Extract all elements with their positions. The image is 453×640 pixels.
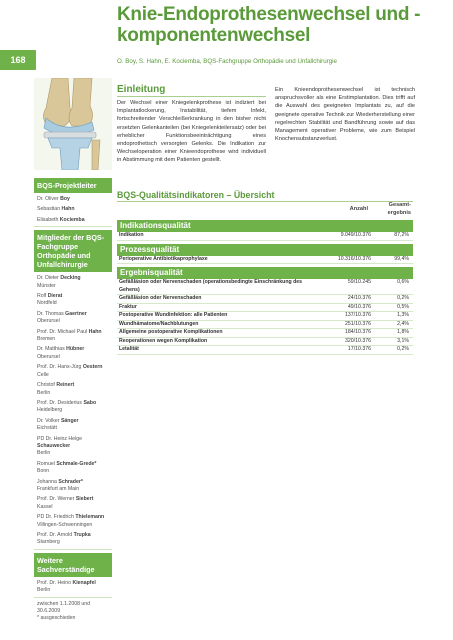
person-entry [34, 214, 112, 224]
indicator-label: Allgemeine postoperative Komplikationen [119, 329, 223, 335]
person-name: Kociemba [59, 216, 85, 223]
section-header: Prozessqualität [117, 244, 413, 256]
person-prefix: Prof. Dr. Michael Paul [37, 328, 88, 335]
person-city: Starnberg [37, 539, 60, 546]
indicator-count: 49/10.376 [347, 303, 371, 310]
table-row [117, 312, 413, 321]
indicator-label: Gefäßläsion oder Nervenschaden (operationsbedingte Einschränkung des Gehens) [119, 279, 303, 293]
person-name: Sänger [60, 417, 79, 424]
person-prefix: PD Dr. Heinz Helge [37, 435, 82, 442]
person-prefix: Elisabeth [37, 216, 59, 223]
person-name: Gaertner [65, 310, 87, 317]
indicator-label: Wundhämatome/Nachblutungen [119, 320, 199, 327]
table-row [117, 321, 413, 330]
intro-divider [117, 96, 266, 97]
person-entry [34, 397, 112, 415]
person-entry [34, 193, 112, 203]
indicator-count: 184/10.376 [345, 329, 371, 335]
table-row [117, 256, 413, 265]
indicator-label: Letalität [119, 346, 139, 352]
person-entry [34, 577, 112, 595]
indicator-result: 99,4% [394, 255, 409, 262]
indicators-table [117, 220, 413, 355]
person-prefix: Rolf [37, 293, 47, 300]
person-name: Dierat [47, 293, 63, 300]
indicator-count: 320/10.376 [345, 337, 371, 344]
person-name: Siebert [75, 496, 94, 503]
person-entry [34, 290, 112, 308]
person-name: Oestern [82, 364, 103, 371]
indicator-result: 0,6% [397, 279, 409, 285]
indicator-result: 0,2% [397, 346, 409, 352]
person-prefix: Prof. Dr. Heino [37, 579, 72, 586]
person-prefix: Dr. Oliver [37, 196, 59, 202]
table-row [117, 295, 413, 304]
indicator-count: 59/10.245 [347, 279, 371, 285]
person-prefix: Prof. Dr. Arnold [37, 532, 73, 538]
table-row [117, 338, 413, 347]
person-city: Bremen [37, 336, 56, 343]
person-prefix: Romuel [37, 460, 55, 467]
person-city: Bonn [37, 468, 50, 475]
person-city: Celle [37, 371, 49, 378]
person-entry [34, 272, 112, 290]
page-title: Knie-Endoprothesenwechsel und -komponentenwechsel [117, 4, 421, 46]
table-row [117, 329, 413, 338]
indicator-label: Fraktur [119, 303, 137, 310]
weitere-list [34, 577, 112, 595]
section-header: Ergebnisqualität [117, 267, 413, 279]
column-header-anzahl: Anzahl [349, 206, 368, 212]
person-entry [34, 415, 112, 433]
footnote-ausgeschieden: * ausgeschieden [37, 615, 76, 622]
person-entry [34, 326, 112, 344]
section-header: Indikationsqualität [117, 220, 413, 232]
indicator-result: 0,2% [397, 295, 409, 301]
indicator-label: Perioperative Antibiotikaprophylaxe [119, 255, 208, 262]
person-prefix: PD Dr. Friedrich [37, 514, 74, 521]
person-entry [34, 476, 112, 494]
indicator-label: Postoperative Wundinfektion: alle Patienten [119, 312, 228, 318]
indicator-count: 10.316/10.376 [337, 255, 371, 262]
person-entry [34, 529, 112, 547]
person-city: Eichstätt [37, 425, 57, 432]
indicator-result: 1,8% [397, 329, 409, 335]
footnote-period: zwischen 1.1.2008 und 30.6.2009 [37, 600, 91, 615]
indicator-result: 2,4% [397, 320, 409, 327]
person-prefix: Dr. Dieter [37, 275, 59, 282]
person-name: Schmale-Grede* [56, 460, 97, 467]
person-prefix: Dr. Thomas [37, 310, 64, 317]
person-name: Trupka [73, 532, 91, 538]
indicators-divider [117, 201, 413, 202]
person-name: Schauwecker [37, 442, 71, 449]
indicator-count: 17/10.376 [347, 346, 371, 352]
person-prefix: Prof. Dr. Werner [37, 496, 75, 503]
person-entry [34, 511, 112, 529]
mitglieder-list [34, 272, 112, 547]
indicators-heading: BQS-Qualitätsindikatoren – Übersicht [117, 190, 275, 200]
column-header-gesamtergebnis: Gesamt-ergebnis [387, 202, 411, 216]
knee-prosthesis-illustration [34, 78, 112, 170]
person-entry [34, 343, 112, 361]
person-name: Thielemann [75, 514, 105, 521]
person-entry [34, 493, 112, 511]
person-prefix: Prof. Dr. Desiderius [37, 399, 82, 406]
authors-line: O. Boy, S. Hahn, E. Kociemba, BQS-Fachgruppe Orthopädie und Unfallchirurgie [117, 58, 337, 65]
person-prefix: Prof. Dr. Hans-Jürg [37, 364, 82, 371]
person-prefix: Sebastian [37, 206, 61, 213]
person-prefix: Christof [37, 382, 55, 389]
indicator-result: 3,1% [397, 337, 409, 344]
table-row [117, 346, 413, 355]
indicator-result: 87,2% [394, 232, 409, 238]
intro-heading: Einleitung [117, 84, 166, 95]
person-city: Oberursel [37, 318, 60, 325]
person-entry [34, 458, 112, 476]
person-city: Frankfurt am Main [37, 485, 80, 492]
person-prefix: Johanna [37, 478, 57, 485]
person-name: Reinert [56, 382, 75, 389]
person-prefix: Dr. Volker [37, 417, 60, 424]
table-row [117, 304, 413, 313]
person-entry [34, 308, 112, 326]
person-entry [34, 379, 112, 397]
person-entry [34, 433, 112, 458]
person-city: Kassel [37, 503, 53, 510]
indicator-label: Gefäßläsion oder Nervenschaden [119, 295, 202, 301]
person-entry [34, 361, 112, 379]
person-city: Heidelberg [37, 407, 63, 414]
person-city: Münster [37, 282, 56, 289]
person-city: Nordfeld [37, 300, 57, 307]
person-city: Oberursel [37, 353, 60, 360]
person-entry [34, 203, 112, 213]
intro-text-col1: Der Wechsel einer Kniegelenkprothese ist indiziert bei Implantatlockerung, Instabilität, tiefem Infekt, fortschreitender Verschleißerkrankung in den bisher nicht ersetzten Gelenkanteilen (bei Kniegelenkteilersatz) oder bei erheblicher Funktionsbeeinträchtigung eines endoprothetisch versorgten Gelenks. Die Indikation zur Wechseloperation einer Knieendoprothese wird individuell in Abstimmung mit dem Patienten gestellt. [117, 100, 266, 164]
mitglieder-heading: Mitglieder der BQS-Fachgruppe Orthopädie und Unfallchirurgie [34, 230, 112, 272]
person-name: Sabo [83, 399, 97, 406]
indicator-result: 0,5% [397, 303, 409, 310]
person-city: Berlin [37, 450, 51, 457]
sidebar [34, 178, 112, 623]
indicator-count: 24/10.376 [347, 295, 371, 301]
table-row [117, 279, 413, 295]
projektleiter-heading: BQS-Projektleiter [34, 178, 112, 193]
indicator-count: 251/10.376 [345, 320, 371, 327]
person-city: Berlin [37, 587, 51, 594]
person-name: Boy [60, 196, 70, 202]
indicator-label: Reoperationen wegen Komplikation [119, 337, 208, 344]
indicator-count: 137/10.376 [345, 312, 371, 318]
weitere-heading: Weitere Sachverständige [34, 553, 112, 577]
person-prefix: Dr. Matthias [37, 346, 65, 353]
indicator-result: 1,3% [397, 312, 409, 318]
person-city: Villingen-Schwenningen [37, 521, 93, 528]
person-name: Schrader* [58, 478, 83, 485]
person-city: Berlin [37, 389, 51, 396]
page-number: 168 [0, 50, 36, 70]
intro-text-col2: Ein Knieendoprothesenwechsel ist technisch anspruchsvoller als eine Erstimplantation. Dies trifft auf die Auswahl des geeigneten Implantats zu, auf die geeignete operative Technik zur Wiederherstellung einer regelrechten Stabilität und Bandführung sowie auf das Management operativer Probleme, wie zum Beispiel Knochensubstanzverlust. [275, 87, 415, 143]
person-name: Kienapfel [72, 579, 96, 586]
person-name: Hahn [61, 206, 75, 213]
person-name: Hübner [66, 346, 85, 353]
indicator-label: Indikation [119, 232, 144, 238]
person-name: Hahn [88, 328, 102, 335]
table-row [117, 232, 413, 241]
projektleiter-list [34, 193, 112, 224]
person-name: Decking [60, 275, 81, 282]
indicator-count: 9.049/10.376 [340, 232, 371, 238]
